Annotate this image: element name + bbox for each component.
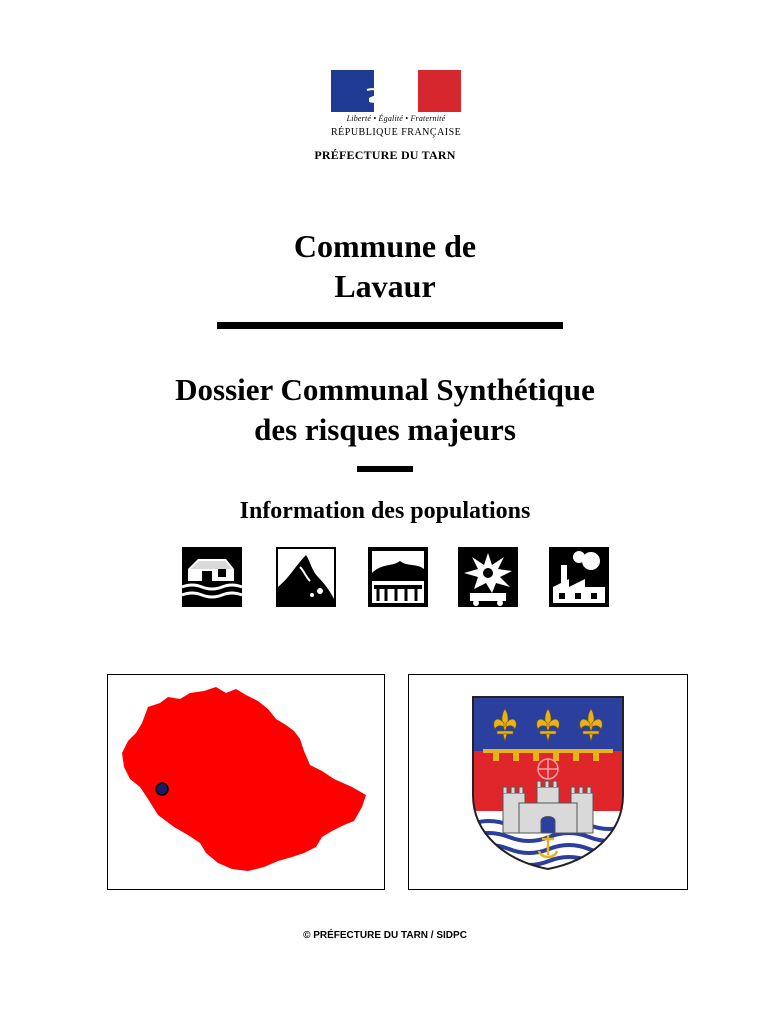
page-title: [0, 226, 770, 306]
industrial-risk-icon: [549, 547, 609, 607]
subtitle-divider: [357, 466, 413, 472]
republic-text: RÉPUBLIQUE FRANÇAISE: [331, 127, 462, 138]
department-map-frame: [107, 674, 385, 890]
subtitle-line-2: des risques majeurs: [254, 412, 516, 447]
tagline: Information des populations: [239, 498, 531, 524]
title-divider: [217, 322, 563, 329]
lavaur-location-marker: [156, 783, 168, 795]
title-line-2: Lavaur: [334, 268, 436, 304]
lavaur-coat-of-arms: [409, 675, 687, 889]
subtitle-line-1: Dossier Communal Synthétique: [175, 372, 595, 407]
document-subtitle: [0, 370, 770, 450]
flood-icon: [182, 547, 242, 607]
tarn-department-map: [108, 675, 384, 889]
prefecture-label: PRÉFECTURE DU TARN: [314, 148, 456, 162]
motto-text: Liberté • Égalité • Fraternité: [346, 114, 446, 123]
copyright-footer: © PRÉFECTURE DU TARN / SIDPC: [303, 930, 467, 941]
forest-fire-icon: [368, 547, 428, 607]
coat-of-arms-frame: [408, 674, 688, 890]
landslide-icon: [276, 547, 336, 607]
marianne-profile-icon: [359, 72, 429, 112]
marianne-logo: [331, 70, 461, 142]
title-line-1: Commune de: [293, 228, 477, 264]
explosion-icon: [458, 547, 518, 607]
department-shape: [122, 687, 366, 871]
